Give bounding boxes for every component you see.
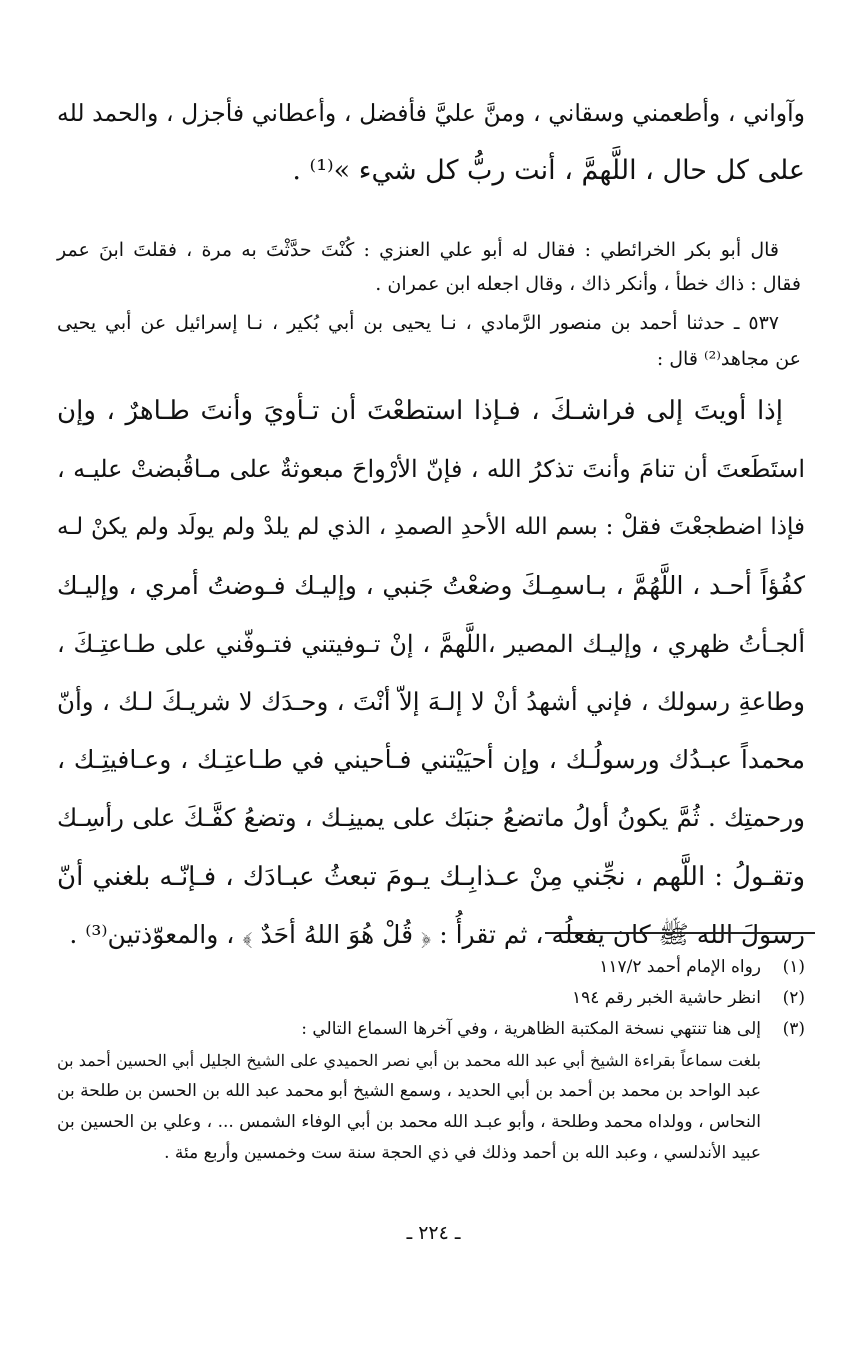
footnote-text: إلى هنا تنتهي نسخة المكتبة الظاهرية ، وفي آخرها السماع التالي : bbox=[301, 1019, 761, 1039]
text-line: وتقـولُ : اللَّهم ، نجِّني مِنْ عـذابِـك يـومَ تبعثُ عبـادَك ، فـإنّـه بلغني أنّ bbox=[57, 861, 805, 892]
text-line: قال أبو بكر الخرائطي : فقال له أبو علي العنزي : كُنْتَ حدَّثْتَ به مرة ، فقلتَ ابنَ عمر bbox=[57, 239, 779, 261]
footnote-divider bbox=[545, 932, 815, 934]
footnote-item bbox=[57, 1014, 805, 1045]
text-line: رسولَ الله ﷺ كان يفعلُه ، ثم تقرأُ : ﴿ قُلْ هُوَ اللهُ أحَدٌ ﴾ ، والمعوّذتين⁽³⁾ . bbox=[69, 919, 805, 949]
text-line: إذا أويتَ إلى فراشـكَ ، فـإذا استطعْتَ أن تـأويَ وأنتَ طـاهرٌ ، وإن bbox=[57, 396, 783, 426]
text-line: ألجـأتُ ظهري ، وإليـك المصير ،اللَّهمَّ ، إنْ تـوفيتني فتـوفّني على طـاعتِـكَ ، bbox=[57, 629, 805, 658]
footnote-text: انظر حاشية الخبر رقم ١٩٤ bbox=[571, 988, 761, 1008]
top-paragraph bbox=[57, 84, 805, 200]
footnote-number: (٢) bbox=[782, 988, 805, 1008]
text-line: ورحمتِك . ثُمَّ يكونُ أولُ ماتضعُ جنبَك على يمينِـك ، وتضعُ كفَّـكَ على رأسِـك bbox=[57, 803, 805, 833]
footnote-number: (٣) bbox=[782, 1019, 805, 1039]
footnote-item bbox=[57, 952, 805, 983]
text-line: عبيد الأندلسي ، وعبد الله بن أحمد وذلك في ذي الحجة سنة ست وخمسين وأربع مئة . bbox=[164, 1143, 761, 1163]
text-line: وطاعةِ رسولك ، فإني أشهدُ أنْ لا إلـهَ إلاّ أنْتَ ، وحـدَك لا شريـكَ لـك ، وأنّ bbox=[57, 687, 805, 717]
text-line: بلغت سماعاً بقراءة الشيخ أبي عبد الله محمد بن أبي نصر الحميدي على الشيخ الجليل أبي الحسين أحمد بن bbox=[57, 1051, 761, 1070]
footnote-text: رواه الإمام أحمد ١١٧/٢ bbox=[599, 957, 761, 977]
text-line: فإذا اضطجعْتَ فقلْ : بسم الله الأحدِ الصمدِ ، الذي لم يلدْ ولم يولَد ولم يكنْ لـه bbox=[57, 514, 805, 541]
text-line: كفُؤاً أحـد ، اللَّهُمَّ ، بـاسمِـكَ وضعْتُ جَنبي ، وإليـك فـوضتُ أمري ، وإليـك bbox=[57, 570, 805, 600]
text-line: على كل حال ، اللَّهمَّ ، أنت ربُّ كل شيء »⁽¹⁾ . bbox=[292, 155, 805, 186]
text-line: عن مجاهد⁽²⁾ قال : bbox=[656, 348, 801, 370]
page-number: ـ ٢٢٤ ـ bbox=[406, 1222, 461, 1244]
footnote-number: (١) bbox=[782, 957, 805, 977]
text-line: فقال : ذاك خطأ ، وأنكر ذاك ، وقال اجعله ابن عمران . bbox=[375, 273, 801, 295]
footnotes bbox=[57, 952, 805, 1169]
text-line: ٥٣٧ ـ حدثنا أحمد بن منصور الرَّمادي ، نـا يحيى بن أبي بُكير ، نـا إسرائيل عن أبي يحيى bbox=[57, 312, 779, 334]
text-line: استَطَعتَ أن تنامَ وأنتَ تذكرُ الله ، فإنّ الأرْواحَ مبعوثةٌ على مـاقُبضتْ عليـه ، bbox=[57, 455, 806, 484]
main-text bbox=[57, 382, 805, 964]
hadith-chain bbox=[57, 305, 801, 377]
text-line: عبد الواحد بن محمد بن أحمد بن أبي الحديد ، وسمع الشيخ أبو محمد عبد الله بن الحسن بن طلحة بن bbox=[57, 1081, 761, 1101]
text-line: وآواني ، وأطعمني وسقاني ، ومنَّ عليَّ فأفضل ، وأعطاني فأجزل ، والحمد لله bbox=[57, 99, 805, 127]
text-line: النحاس ، وولداه محمد وطلحة ، وأبو عبـد الله محمد بن أبي الوفاء الشمس ... ، وعلي بن الحسين بن bbox=[57, 1112, 761, 1132]
narrator-note bbox=[57, 233, 801, 301]
footnote-continuation bbox=[57, 1045, 761, 1169]
footnote-item bbox=[57, 983, 805, 1014]
text-line: محمداً عبـدُك ورسولُـك ، وإن أحيَيْتني فـأحيني في طـاعتِـك ، وعـافيتِـك ، bbox=[57, 745, 805, 775]
